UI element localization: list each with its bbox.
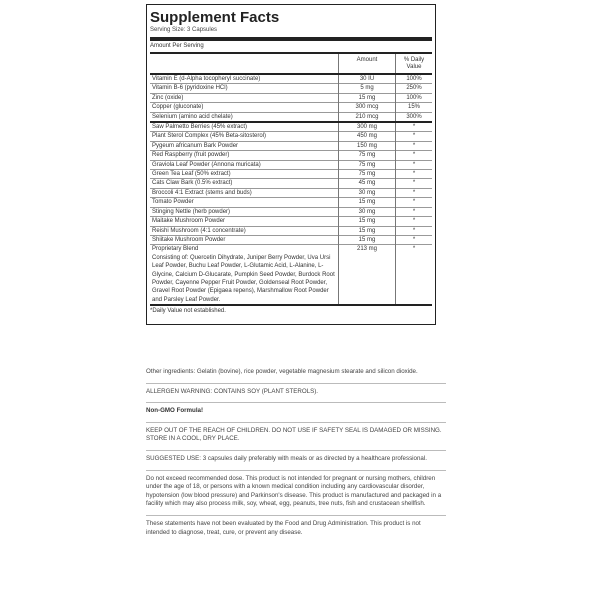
header-daily-value: % Daily Value bbox=[396, 54, 433, 74]
nutrient-amount: 30 IU bbox=[339, 74, 396, 84]
keep-out-warning: KEEP OUT OF THE REACH OF CHILDREN. DO NOT USE IF SAFETY SEAL IS DAMAGED OR MISSING. STORE IN A COOL, DRY PLACE. bbox=[146, 422, 446, 450]
nutrient-daily-value: * bbox=[396, 207, 433, 216]
nutrient-name: Stinging Nettle (herb powder) bbox=[150, 207, 339, 216]
header-amount: Amount bbox=[339, 54, 396, 74]
nutrient-daily-value: * bbox=[396, 235, 433, 244]
nutrient-amount: 75 mg bbox=[339, 170, 396, 179]
table-row bbox=[150, 141, 432, 150]
nutrient-name: Reishi Mushroom (4:1 concentrate) bbox=[150, 226, 339, 235]
nutrient-name: Vitamin B-6 (pyridoxine HCl) bbox=[150, 84, 339, 93]
nutrient-amount: 15 mg bbox=[339, 93, 396, 102]
fda-disclaimer: These statements have not been evaluated by the Food and Drug Administration. This product is not intended to diagnose, treat, cure, or prevent any disease. bbox=[146, 515, 446, 543]
nutrient-daily-value: * bbox=[396, 198, 433, 207]
nutrient-daily-value: 250% bbox=[396, 84, 433, 93]
blend-amount: 213 mg bbox=[339, 245, 396, 304]
nutrient-name: Selenium (amino acid chelate) bbox=[150, 112, 339, 122]
non-gmo-note: Non-GMO Formula! bbox=[146, 402, 446, 422]
nutrient-name: Tomato Powder bbox=[150, 198, 339, 207]
nutrient-daily-value: * bbox=[396, 122, 433, 132]
nutrient-amount: 30 mg bbox=[339, 188, 396, 197]
label-notes bbox=[146, 364, 446, 543]
nutrient-amount: 300 mcg bbox=[339, 103, 396, 112]
amount-per-serving: Amount Per Serving bbox=[150, 43, 204, 49]
nutrient-name: Saw Palmetto Berries (45% extract) bbox=[150, 122, 339, 132]
nutrient-amount: 300 mg bbox=[339, 122, 396, 132]
nutrient-amount: 5 mg bbox=[339, 84, 396, 93]
table-row bbox=[150, 235, 432, 244]
nutrient-name: Maitake Mushroom Powder bbox=[150, 217, 339, 226]
nutrient-daily-value: * bbox=[396, 170, 433, 179]
nutrient-daily-value: * bbox=[396, 226, 433, 235]
table-row bbox=[150, 112, 432, 122]
nutrient-name: Copper (gluconate) bbox=[150, 103, 339, 112]
table-header-row bbox=[150, 54, 432, 74]
table-row bbox=[150, 245, 432, 304]
table-row bbox=[150, 93, 432, 102]
nutrient-amount: 15 mg bbox=[339, 198, 396, 207]
table-row bbox=[150, 74, 432, 84]
serving-size: Serving Size: 3 Capsules bbox=[150, 27, 218, 33]
nutrient-name: Red Raspberry (fruit powder) bbox=[150, 151, 339, 160]
nutrient-amount: 45 mg bbox=[339, 179, 396, 188]
nutrient-daily-value: * bbox=[396, 132, 433, 141]
nutrient-daily-value: 100% bbox=[396, 74, 433, 84]
table-row bbox=[150, 103, 432, 112]
nutrient-name: Graviola Leaf Powder (Annona muricata) bbox=[150, 160, 339, 169]
facts-title: Supplement Facts bbox=[150, 9, 280, 26]
table-row bbox=[150, 226, 432, 235]
supplement-facts-panel bbox=[146, 4, 436, 325]
table-row bbox=[150, 84, 432, 93]
nutrient-amount: 15 mg bbox=[339, 217, 396, 226]
table-row bbox=[150, 179, 432, 188]
nutrient-daily-value: 100% bbox=[396, 93, 433, 102]
nutrient-daily-value: * bbox=[396, 151, 433, 160]
nutrient-amount: 30 mg bbox=[339, 207, 396, 216]
nutrient-name: Broccoli 4:1 Extract (stems and buds) bbox=[150, 188, 339, 197]
nutrient-name: Shiitake Mushroom Powder bbox=[150, 235, 339, 244]
header-spacer bbox=[150, 54, 339, 74]
nutrient-name: Zinc (oxide) bbox=[150, 93, 339, 102]
blend-description: Consisting of: Quercetin Dihydrate, Juniper Berry Powder, Uva Ursi Leaf Powder, Buchu Leaf Powder, L-Glutamic Acid, L-Alanine, L-Glycine, Calcium D-Glucarate, Pumpkin Seed Powder, Burdock Root Powder, Cayenne Pepper Fruit Powder, Goldenseal Root Powder, Gravel Root Powder (Epigaea repens), Marshmallow Root Powder and Parsley Leaf Powder. bbox=[152, 254, 335, 303]
nutrient-daily-value: * bbox=[396, 179, 433, 188]
nutrient-name: Vitamin E (d-Alpha tocopheryl succinate) bbox=[150, 74, 339, 84]
blend-cell bbox=[150, 245, 339, 304]
nutrient-amount: 75 mg bbox=[339, 151, 396, 160]
table-row bbox=[150, 160, 432, 169]
nutrient-daily-value: * bbox=[396, 160, 433, 169]
blend-name: Proprietary Blend bbox=[152, 246, 199, 253]
nutrient-amount: 75 mg bbox=[339, 160, 396, 169]
nutrient-table bbox=[150, 54, 432, 304]
nutrient-amount: 450 mg bbox=[339, 132, 396, 141]
nutrient-daily-value: * bbox=[396, 217, 433, 226]
table-row bbox=[150, 151, 432, 160]
nutrient-amount: 15 mg bbox=[339, 226, 396, 235]
nutrient-name: Green Tea Leaf (50% extract) bbox=[150, 170, 339, 179]
nutrient-daily-value: * bbox=[396, 188, 433, 197]
nutrient-amount: 15 mg bbox=[339, 235, 396, 244]
nutrient-name: Cats Claw Bark (0.5% extract) bbox=[150, 179, 339, 188]
nutrient-daily-value: 300% bbox=[396, 112, 433, 122]
table-row bbox=[150, 122, 432, 132]
table-row bbox=[150, 170, 432, 179]
table-row bbox=[150, 188, 432, 197]
table-row bbox=[150, 217, 432, 226]
nutrient-amount: 150 mg bbox=[339, 141, 396, 150]
nutrient-daily-value: * bbox=[396, 141, 433, 150]
table-row bbox=[150, 132, 432, 141]
nutrient-amount: 210 mcg bbox=[339, 112, 396, 122]
table-row bbox=[150, 198, 432, 207]
blend-daily-value: * bbox=[396, 245, 433, 304]
nutrient-daily-value: 15% bbox=[396, 103, 433, 112]
allergen-warning: ALLERGEN WARNING: CONTAINS SOY (PLANT STEROLS). bbox=[146, 383, 446, 403]
health-warning: Do not exceed recommended dose. This product is not intended for pregnant or nursing mothers, children under the age of 18, or persons with a known medical condition including any cardiovascular disorder, hypotension (low blood pressure) and Parkinson's disease. This product is manufactured and packaged in a facility which may also process milk, soy, wheat, egg, peanuts, tree nuts, fish and crustacean shellfish. bbox=[146, 470, 446, 515]
table-row bbox=[150, 207, 432, 216]
other-ingredients: Other ingredients: Gelatin (bovine), rice powder, vegetable magnesium stearate and silicon dioxide. bbox=[146, 368, 418, 375]
suggested-use: SUGGESTED USE: 3 capsules daily preferably with meals or as directed by a healthcare professional. bbox=[146, 450, 446, 470]
footnote: *Daily Value not established. bbox=[150, 304, 432, 322]
nutrient-name: Plant Sterol Complex (45% Beta-sitosterol) bbox=[150, 132, 339, 141]
nutrient-name: Pygeum africanum Bark Powder bbox=[150, 141, 339, 150]
